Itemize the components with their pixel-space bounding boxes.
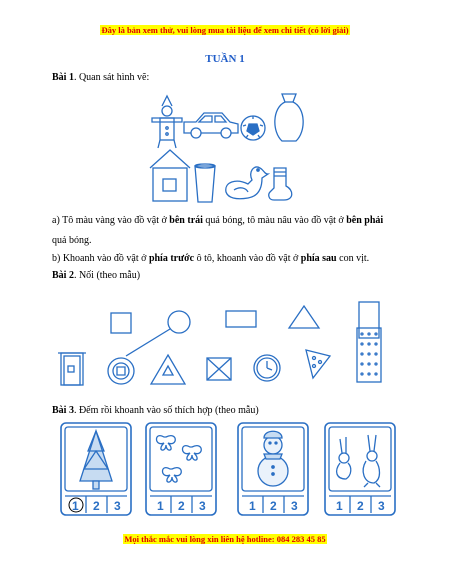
bai1-label: Bài 1 [52, 72, 74, 83]
cracker-icon [357, 328, 381, 382]
bai1-a-text-2: quả bóng, tô màu nâu vào đồ vật ở [202, 215, 347, 226]
card1-num-2[interactable]: 2 [93, 499, 100, 513]
count-card [146, 423, 216, 515]
card3-num-2[interactable]: 2 [270, 499, 277, 513]
card4-num-2[interactable]: 2 [357, 499, 364, 513]
bai1-title: . Quan sát hình vẽ: [73, 72, 150, 83]
bai1-heading [52, 71, 149, 85]
vase-icon [275, 94, 303, 141]
bai1-question-a [52, 214, 400, 228]
count-card [61, 423, 131, 515]
week-title: TUẦN 1 [205, 53, 245, 65]
card2-num-1[interactable]: 1 [157, 499, 164, 513]
coin-icon [108, 358, 134, 384]
preview-banner-text: Đây là bản xem thử, vui lòng mua tài liệu để xem chi tiết (có lời giải) [101, 25, 349, 35]
bai1-illustration [0, 88, 450, 208]
soccer-ball-icon [241, 116, 265, 140]
bai2-illustration [0, 300, 450, 390]
triangle-ruler-icon [151, 355, 185, 384]
tree-icon [80, 431, 112, 481]
bai2-heading [52, 269, 140, 283]
bai1-a-text-1: a) Tô màu vàng vào đồ vật ở [52, 215, 170, 226]
card3-num-1[interactable]: 1 [249, 499, 256, 513]
triangle-shape [289, 306, 319, 328]
bai1-b-bold-1: phía trước [148, 253, 195, 264]
card4-num-1[interactable]: 1 [336, 499, 343, 513]
bai3-label: Bài 3 [52, 405, 74, 416]
bai1-b-text-1: b) Khoanh vào đồ vật ở [52, 253, 149, 264]
hotline-footer [0, 534, 450, 544]
card2-num-3[interactable]: 3 [199, 499, 206, 513]
bai3-cards [0, 421, 450, 521]
clown-icon [152, 96, 182, 148]
bai3-heading [52, 404, 259, 418]
bai1-b-bold-2: phía sau [300, 253, 337, 264]
example-match-line [126, 329, 170, 356]
rabbit-icon [337, 435, 380, 487]
house-icon [150, 150, 190, 201]
envelope-icon [207, 358, 231, 380]
count-card [325, 423, 395, 515]
door-icon [58, 353, 86, 385]
card1-num-3[interactable]: 3 [114, 499, 121, 513]
card4-num-3[interactable]: 3 [378, 499, 385, 513]
glass-icon [195, 164, 215, 202]
bai3-title: . Đếm rồi khoanh vào số thích hợp (theo mẫu) [73, 405, 259, 416]
bai1-question-b [52, 252, 369, 266]
card1-num-1[interactable]: 1 [72, 499, 79, 513]
bai2-label: Bài 2 [52, 270, 74, 281]
bai1-question-a-cont: quả bóng. [52, 235, 92, 246]
card3-num-3[interactable]: 3 [291, 499, 298, 513]
snowman-icon [258, 431, 288, 486]
duck-icon [226, 167, 268, 199]
rectangle-shape [226, 311, 256, 327]
car-icon [184, 113, 238, 138]
butterfly-icon [157, 436, 202, 482]
preview-banner [0, 25, 450, 35]
count-card [238, 423, 308, 515]
card2-num-2[interactable]: 2 [178, 499, 185, 513]
sock-icon [269, 168, 292, 200]
bai2-title: . Nối (theo mẫu) [73, 270, 141, 281]
bai1-b-text-2: ô tô, khoanh vào đồ vật ở [194, 253, 301, 264]
bai1-a-bold-2: bên phải [346, 215, 384, 226]
clock-icon [254, 355, 280, 381]
square-shape [111, 313, 131, 333]
bai1-a-bold-1: bên trái [169, 215, 203, 226]
bai1-b-text-3: con vịt. [336, 253, 370, 264]
circle-shape [168, 311, 190, 333]
pizza-slice-icon [306, 350, 330, 378]
hotline-footer-text: Mọi thắc mắc vui lòng xin liên hệ hotline: 084 283 45 85 [124, 534, 326, 544]
